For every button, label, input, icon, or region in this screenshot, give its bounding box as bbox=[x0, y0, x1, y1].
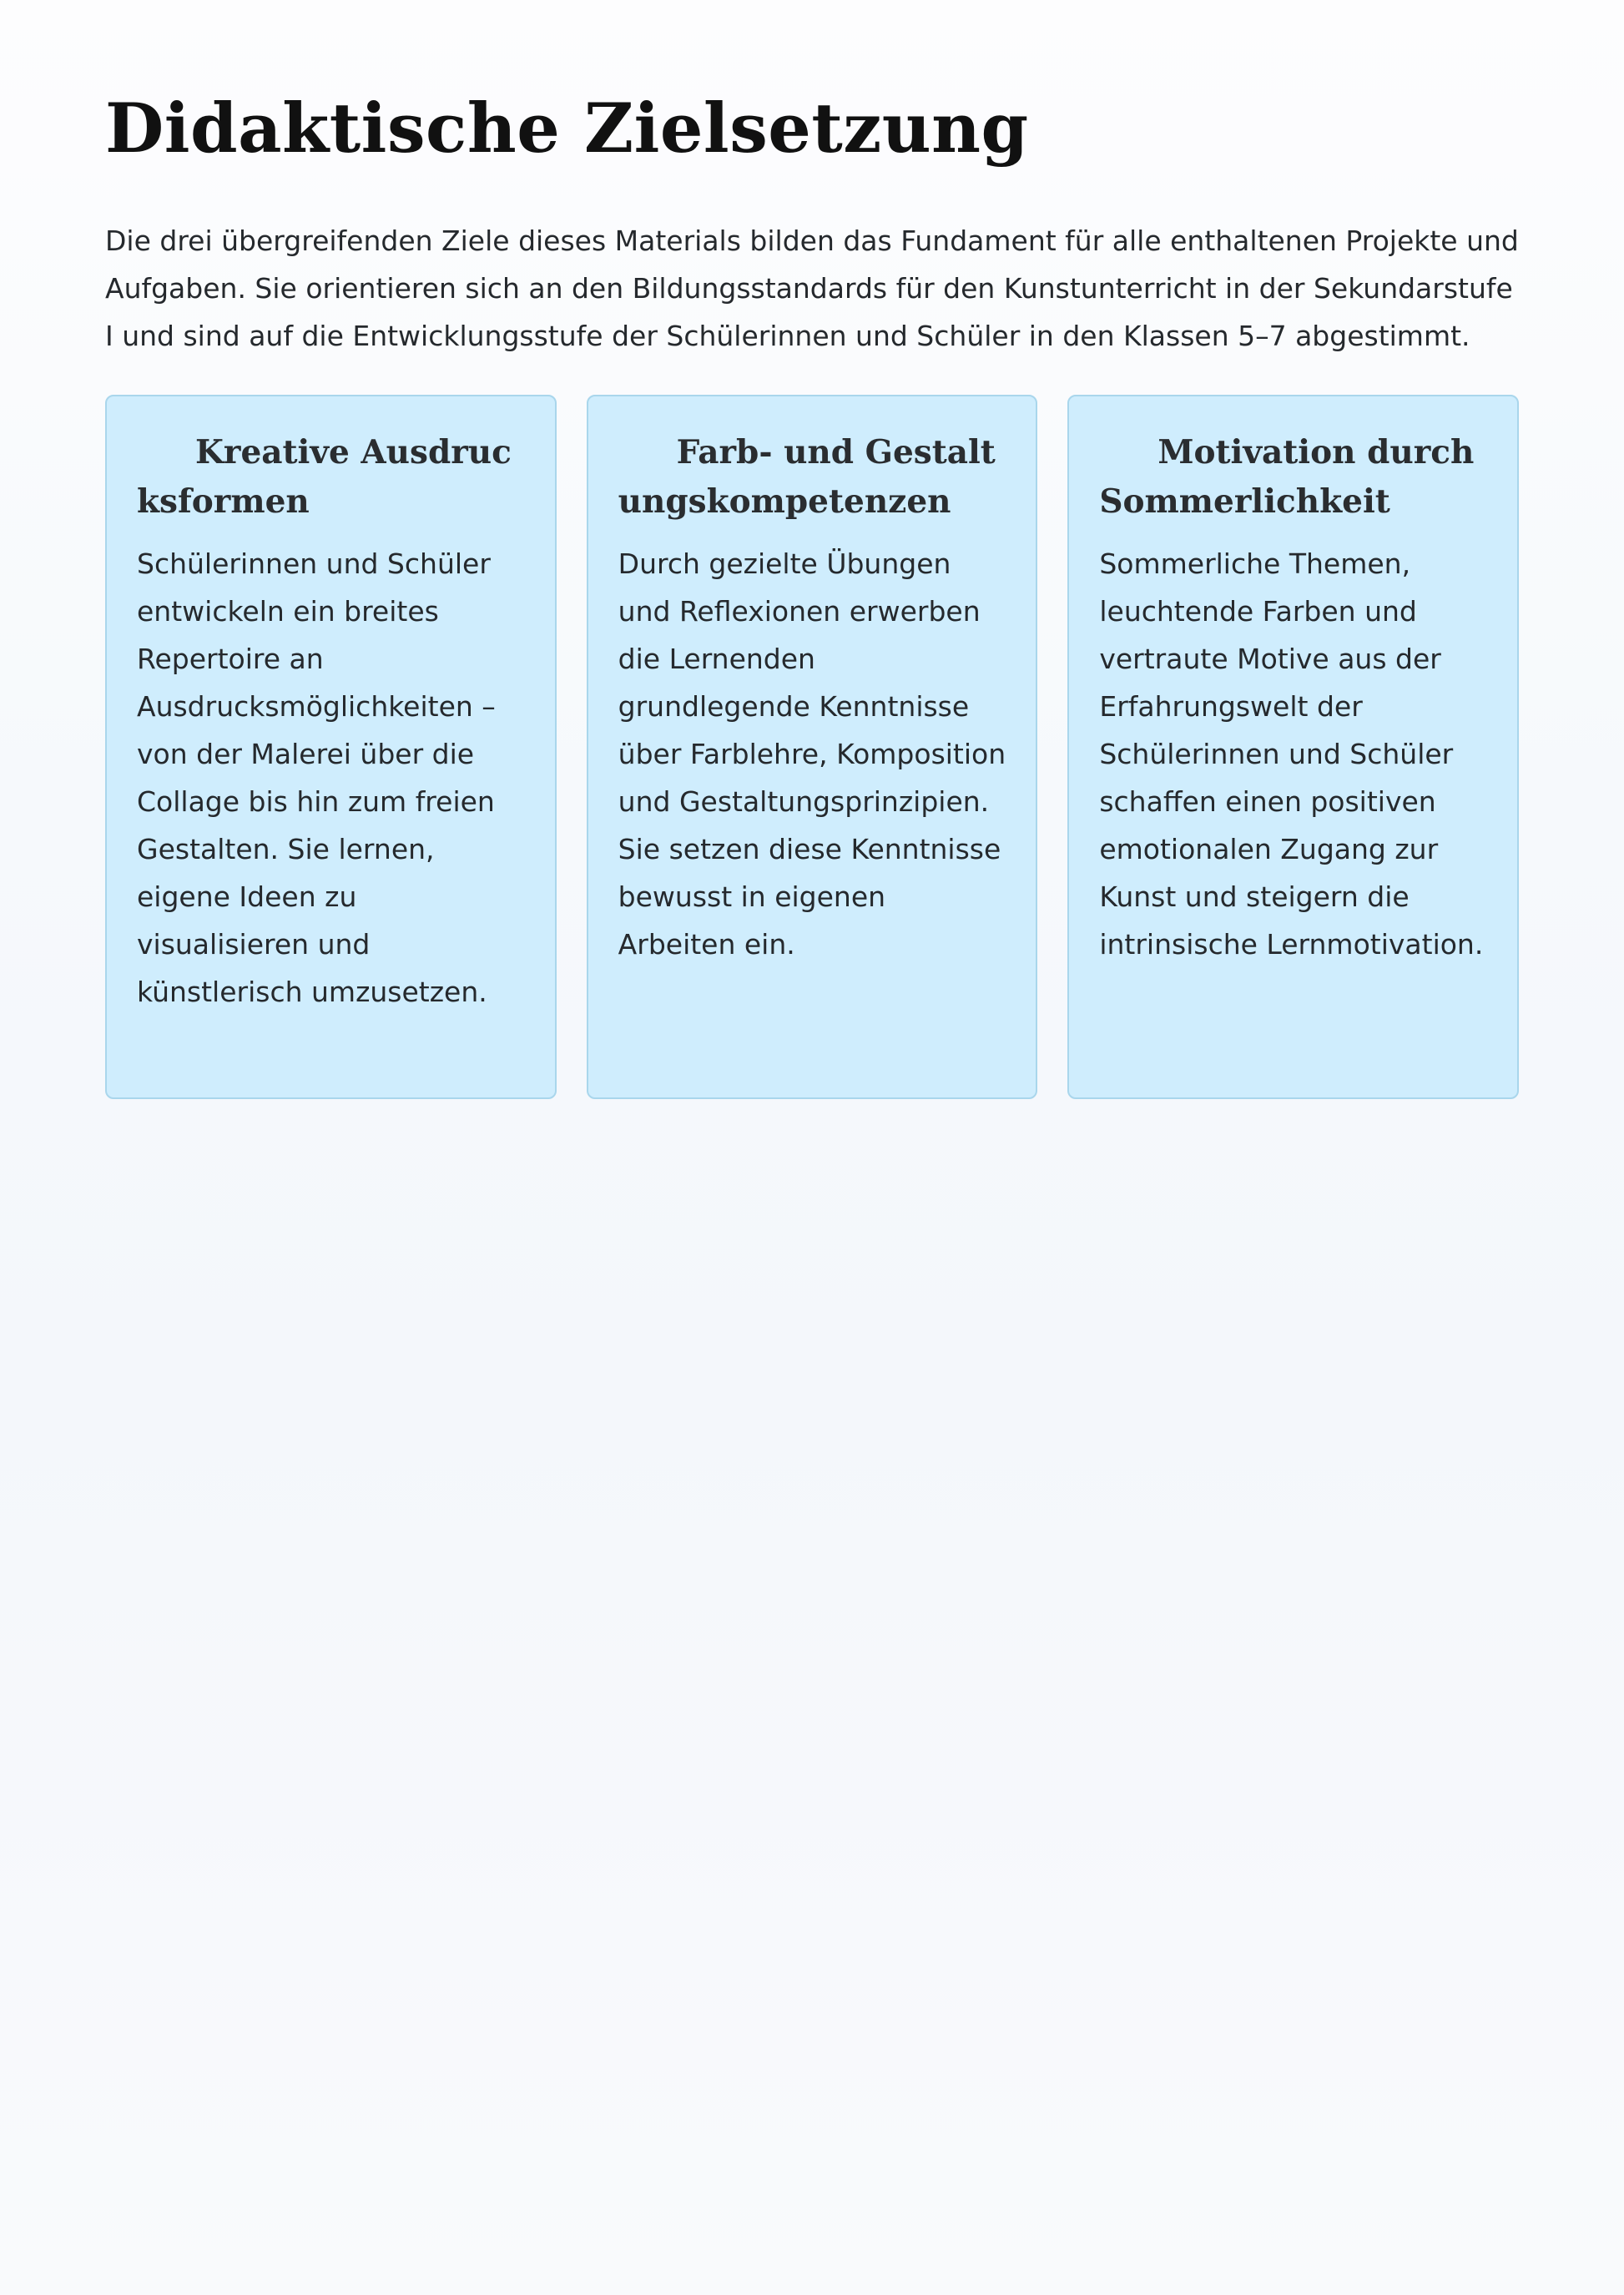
goal-card-farb-und-gestaltungskompetenzen bbox=[587, 395, 1038, 1099]
goal-card-motivation-durch-sommerlichkeit bbox=[1067, 395, 1519, 1099]
intro-paragraph: Die drei übergreifenden Ziele dieses Materials bilden das Fundament für alle enthaltenen Projekte und Aufgaben. Sie orientieren sich an den Bildungsstandards für den Kunstunterricht in der Sekundarstufe I und sind auf die Entwicklungsstufe der Schülerinnen und Schüler in den Klassen 5–7 abgestimmt. bbox=[105, 224, 1519, 352]
page-title: Didaktische Zielsetzung bbox=[105, 89, 1029, 169]
goal-card-title: Motivation durch Sommerlichkeit bbox=[1099, 433, 1475, 521]
goal-card-title: Farb- und Gestaltungskompetenzen bbox=[618, 433, 996, 521]
goal-card-kreative-ausdrucksformen bbox=[105, 395, 557, 1099]
goal-cards bbox=[105, 395, 1519, 1099]
goal-card-text: Sommerliche Themen, leuchtende Farben und vertraute Motive aus der Erfahrungswelt der Schülerinnen und Schüler schaffen einen positiven emotionalen Zugang zur Kunst und steigern die intrinsische Lernmotivation. bbox=[1099, 547, 1484, 961]
goal-card-text: Schülerinnen und Schüler entwickeln ein breites Repertoire an Ausdrucksmöglichkeiten – von der Malerei über die Collage bis hin zum freien Gestalten. Sie lernen, eigene Ideen zu visualisieren und künstlerisch umzusetzen. bbox=[137, 547, 496, 1008]
goal-card-title: Kreative Ausdrucksformen bbox=[137, 433, 512, 521]
goal-card-text: Durch gezielte Übungen und Reflexionen erwerben die Lernenden grundlegende Kenntnisse über Farblehre, Komposition und Gestaltungsprinzipien. Sie setzen diese Kenntnisse bewusst in eigenen Arbeiten ein. bbox=[618, 547, 1006, 961]
